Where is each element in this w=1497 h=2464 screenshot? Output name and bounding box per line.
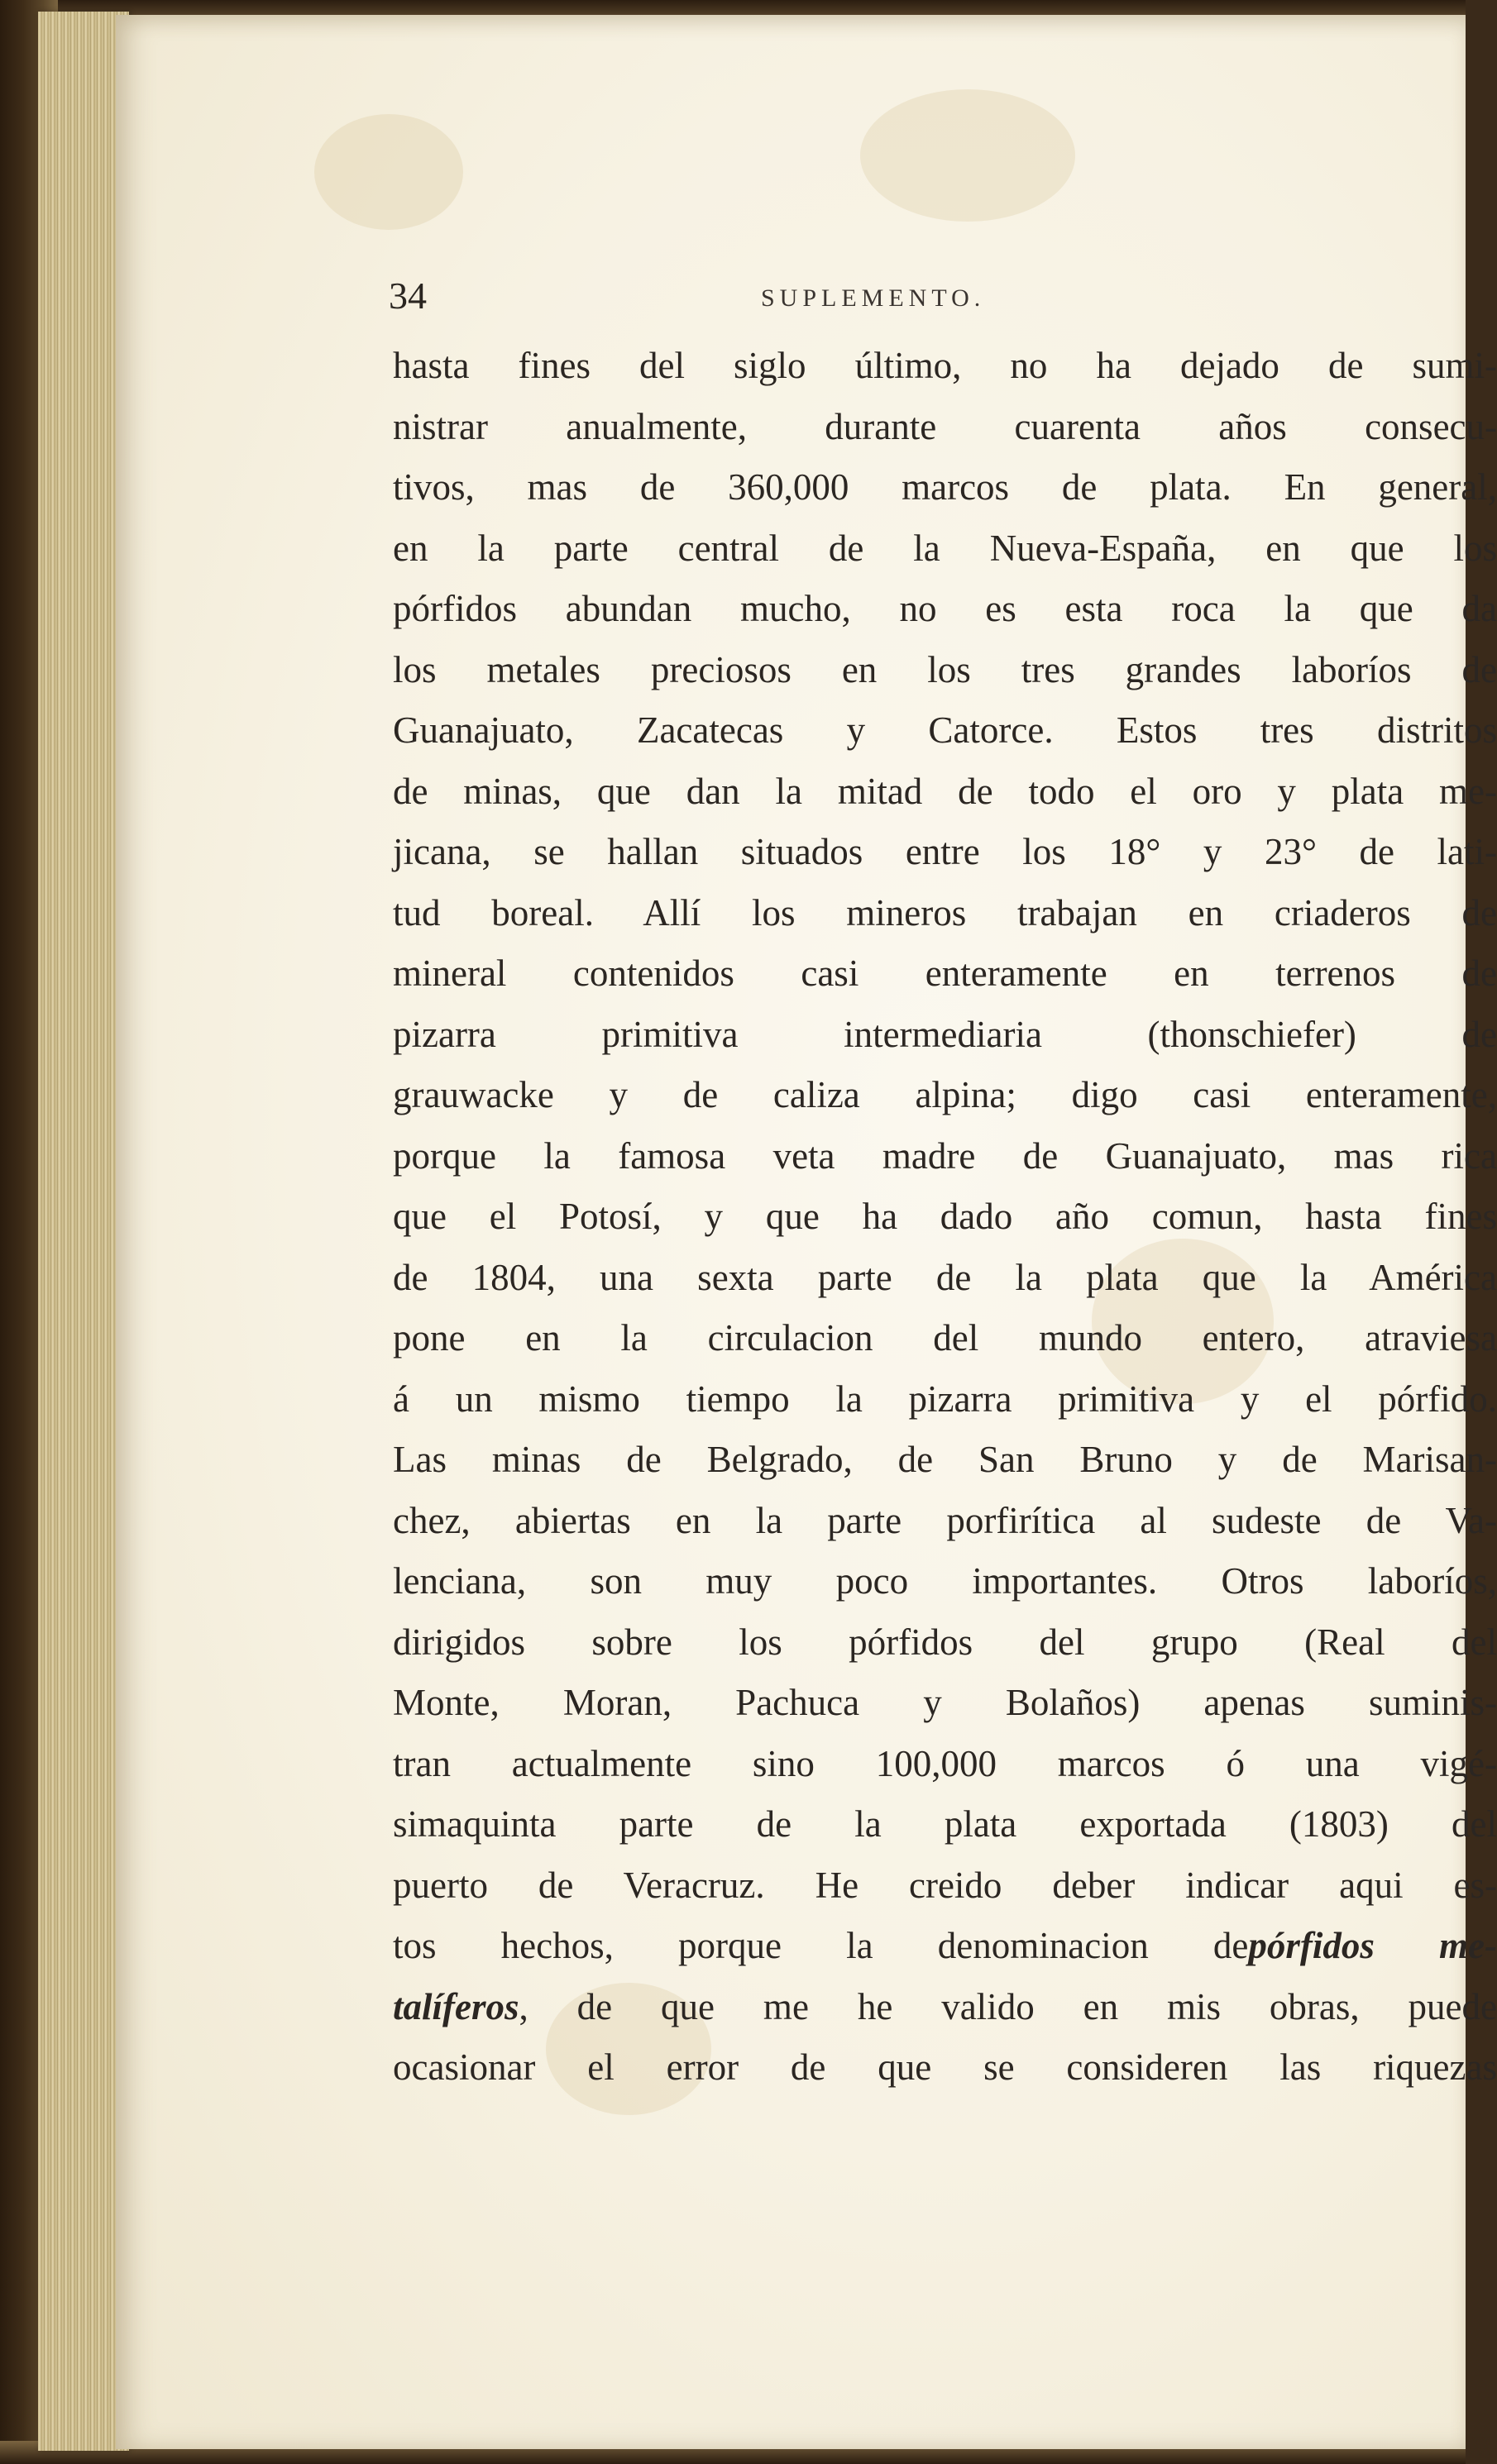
text-line: tran actualmente sino 100,000 marcos ó una vigé- (393, 1742, 1497, 1784)
italic-term: talíferos (393, 1985, 519, 2027)
foxing-stain (860, 89, 1075, 222)
text-line: jicana, se hallan situados entre los 18° y 23° de lati- (393, 831, 1497, 872)
text-line: á un mismo tiempo la pizarra primitiva y el pórfido. (393, 1378, 1497, 1420)
text-line: mineral contenidos casi enteramente en terrenos de (393, 953, 1497, 994)
text-line: ocasionar el error de que se consideren las riquezas (393, 2046, 1497, 2088)
text-line: dirigidos sobre los pórfidos del grupo (Real del (393, 1621, 1497, 1663)
text-line: de minas, que dan la mitad de todo el oro y plata me- (393, 770, 1497, 812)
text-line: pizarra primitiva intermediaria (thonschiefer) de (393, 1013, 1497, 1055)
text-line: los metales preciosos en los tres grandes laboríos de (393, 648, 1497, 690)
italic-term: pórfidos me- (1248, 1925, 1497, 1966)
text-line: nistrar anualmente, durante cuarenta años consecu- (393, 405, 1497, 447)
text-line-mixed (393, 1977, 1497, 2038)
text-line: que el Potosí, y que ha dado año comun, hasta fines (393, 1196, 1497, 1237)
text-line: puerto de Veracruz. He creido deber indicar aqui es- (393, 1864, 1497, 1906)
text-line: pórfidos abundan mucho, no es esta roca la que da (393, 588, 1497, 629)
text-line: tivos, mas de 360,000 marcos de plata. En general, (393, 466, 1497, 508)
text-line-mixed (393, 1916, 1497, 1977)
text-segment: , de que me he valido en mis obras, puede (519, 1985, 1497, 2027)
text-line: chez, abiertas en la parte porfirítica al sudeste de Va- (393, 1499, 1497, 1541)
text-line: tud boreal. Allí los mineros trabajan en criaderos de (393, 891, 1497, 934)
foxing-stain (314, 114, 463, 230)
body-text (393, 336, 1497, 2099)
text-line: Guanajuato, Zacatecas y Catorce. Estos tres distritos (393, 709, 1497, 751)
text-line: Las minas de Belgrado, de San Bruno y de Marisan- (393, 1439, 1497, 1480)
text-line: simaquinta parte de la plata exportada (1803) del (393, 1803, 1497, 1845)
page-number: 34 (389, 275, 427, 317)
text-line: de 1804, una sexta parte de la plata que la América (393, 1256, 1497, 1298)
text-line: en la parte central de la Nueva-España, en que los (393, 527, 1497, 569)
text-line: lenciana, son muy poco importantes. Otros laboríos, (393, 1560, 1497, 1602)
text-line: grauwacke y de caliza alpina; digo casi enteramente, (393, 1074, 1497, 1115)
text-line: hasta fines del siglo último, no ha dejado de sumi- (393, 345, 1497, 386)
text-segment: tos hechos, porque la denominacion de (393, 1925, 1249, 1966)
text-line: Monte, Moran, Pachuca y Bolaños) apenas suminis- (393, 1682, 1497, 1723)
text-line: pone en la circulacion del mundo entero, atraviesa (393, 1317, 1497, 1359)
book-page (116, 15, 1497, 2449)
running-title: SUPLEMENTO. (761, 284, 986, 312)
text-line: porque la famosa veta madre de Guanajuato, mas rica (393, 1134, 1497, 1177)
running-head (116, 271, 1466, 321)
